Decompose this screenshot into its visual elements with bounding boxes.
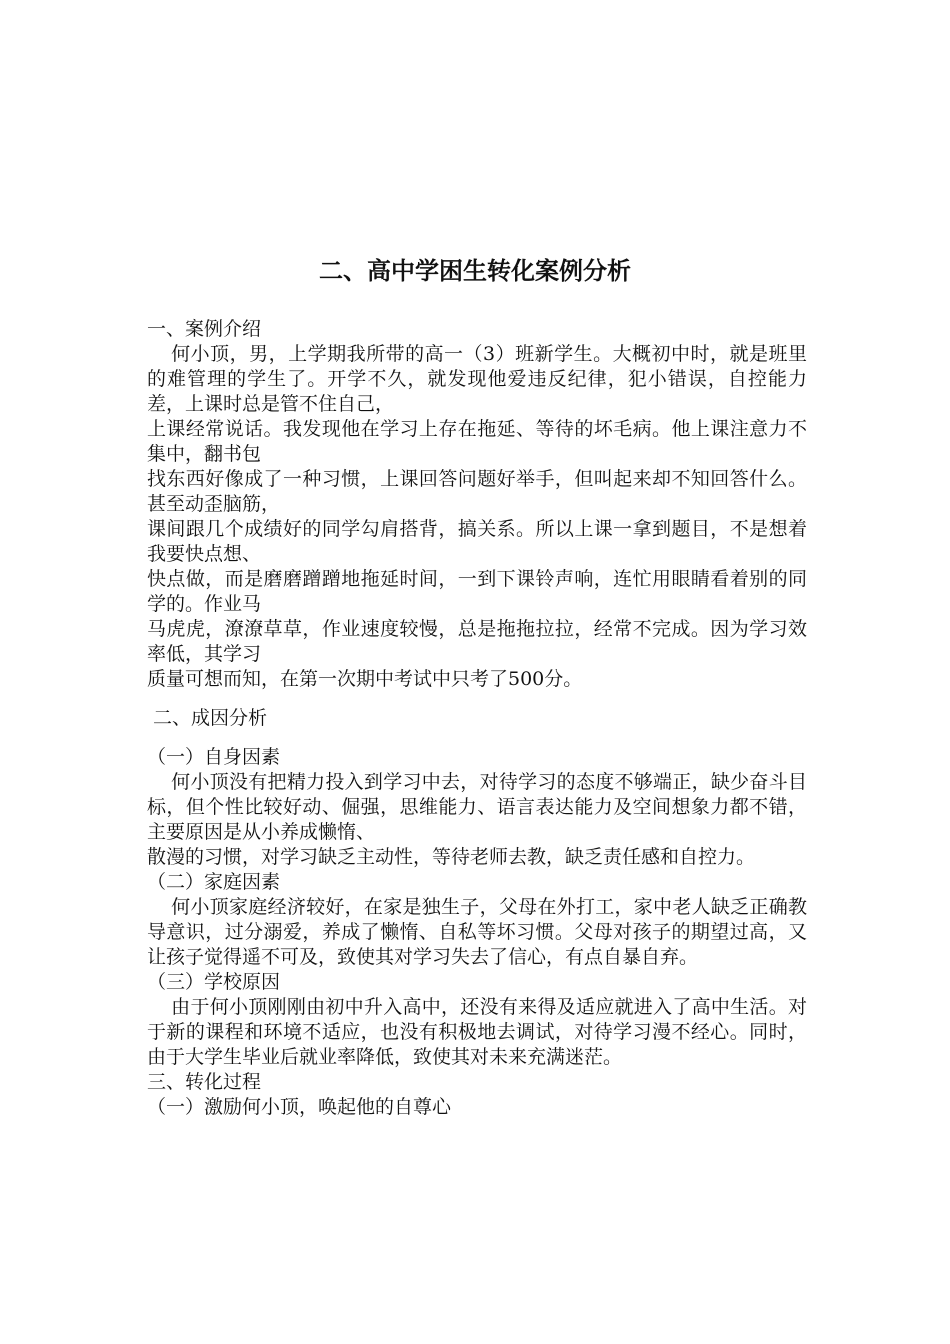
paragraph: 课间跟几个成绩好的同学勾肩搭背，搞关系。所以上课一拿到题目，不是想着我要快点想、: [147, 518, 807, 565]
paragraph: 找东西好像成了一种习惯，上课回答问题好举手，但叫起来却不知回答什么。甚至动歪脑筋，: [147, 468, 807, 515]
section-heading-transformation: 三、转化过程: [147, 1071, 262, 1093]
paragraph: 马虎虎，潦潦草草，作业速度较慢，总是拖拖拉拉，经常不完成。因为学习效率低，其学习: [147, 618, 807, 665]
page-title: 二、高中学困生转化案例分析: [319, 257, 631, 285]
paragraph: 散漫的习惯，对学习缺乏主动性，等待老师去教，缺乏责任感和自控力。: [147, 846, 756, 868]
subsection-heading-encourage: （一）激励何小顶，唤起他的自尊心: [147, 1096, 452, 1118]
paragraph: 质量可想而知，在第一次期中考试中只考了500分。: [147, 668, 583, 690]
paragraph: 何小顶，男，上学期我所带的高一（3）班新学生。大概初中时，就是班里的难管理的学生了。开学不久，就发现他爱违反纪律，犯小错误，自控能力差，上课时总是管不住自己，: [147, 343, 807, 415]
paragraph: 由于何小顶刚刚由初中升入高中，还没有来得及适应就进入了高中生活。对于新的课程和环境不适应，也没有积极地去调试，对待学习漫不经心。同时，由于大学生毕业后就业率降低，致使其对未来充满迷茫。: [147, 996, 807, 1068]
subsection-heading-family-factors: （二）家庭因素: [147, 871, 281, 893]
section-heading-cause-analysis: 二、成因分析: [147, 707, 268, 729]
document-body: [147, 317, 807, 1120]
paragraph: 何小顶没有把精力投入到学习中去，对待学习的态度不够端正，缺少奋斗目标，但个性比较好动、倔强，思维能力、语言表达能力及空间想象力都不错，主要原因是从小养成懒惰、: [147, 771, 807, 843]
section-heading-case-intro: 一、案例介绍: [147, 318, 262, 340]
subsection-heading-school-reasons: （三）学校原因: [147, 971, 281, 993]
paragraph: 何小顶家庭经济较好，在家是独生子，父母在外打工，家中老人缺乏正确教导意识，过分溺爱，养成了懒惰、自私等坏习惯。父母对孩子的期望过高，又让孩子觉得遥不可及，致使其对学习失去了信心，有点自暴自弃。: [147, 896, 807, 968]
paragraph: 上课经常说话。我发现他在学习上存在拖延、等待的坏毛病。他上课注意力不集中，翻书包: [147, 418, 807, 465]
paragraph: 快点做，而是磨磨蹭蹭地拖延时间，一到下课铃声响，连忙用眼睛看着别的同学的。作业马: [147, 568, 807, 615]
subsection-heading-self-factors: （一）自身因素: [147, 746, 281, 768]
